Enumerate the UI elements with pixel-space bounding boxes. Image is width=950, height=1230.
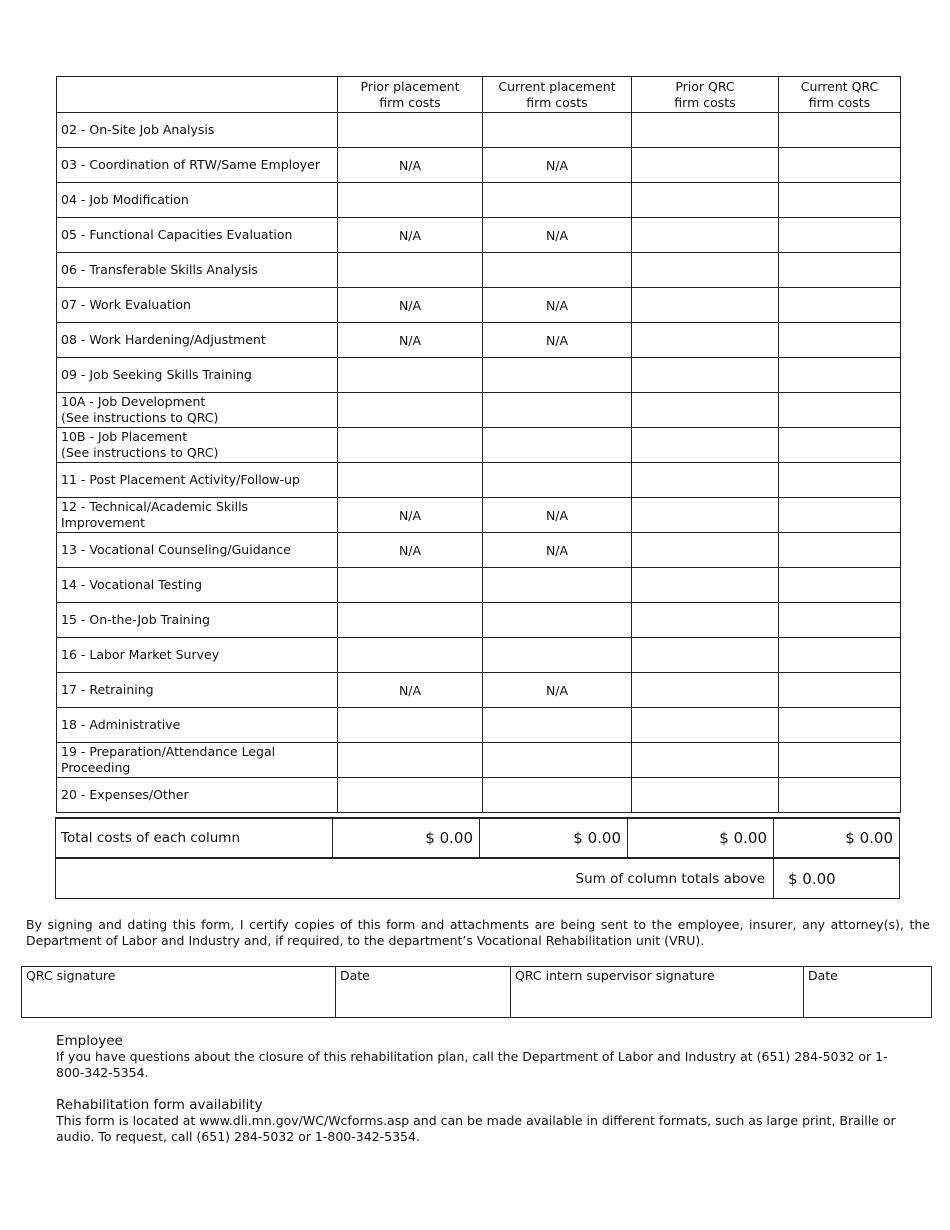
prior-placement-cell[interactable] [338, 778, 483, 813]
service-label: 12 - Technical/Academic Skills Improvement [57, 498, 338, 533]
table-row [57, 358, 901, 393]
table-row [57, 113, 901, 148]
service-label: 18 - Administrative [57, 708, 338, 743]
current-placement-cell[interactable] [483, 743, 632, 778]
total-current-placement[interactable]: $ 0.00 [480, 819, 628, 857]
prior-placement-cell[interactable] [338, 113, 483, 148]
date-label-1: Date [340, 968, 370, 983]
header-current-qrc: Current QRC firm costs [779, 77, 901, 113]
service-label: 11 - Post Placement Activity/Follow-up [57, 463, 338, 498]
current-placement-cell[interactable] [483, 183, 632, 218]
table-row [57, 673, 901, 708]
intern-supervisor-signature-field[interactable] [511, 967, 804, 1018]
table-row [57, 253, 901, 288]
service-label: 09 - Job Seeking Skills Training [57, 358, 338, 393]
service-label: 15 - On-the-Job Training [57, 603, 338, 638]
qrc-signature-field[interactable] [22, 967, 336, 1018]
service-label: 14 - Vocational Testing [57, 568, 338, 603]
signature-table [21, 966, 932, 1018]
table-row [57, 183, 901, 218]
header-current-placement: Current placement firm costs [483, 77, 632, 113]
table-row [57, 463, 901, 498]
current-placement-cell[interactable]: N/A [483, 288, 632, 323]
current-placement-cell[interactable] [483, 638, 632, 673]
current-qrc-cell[interactable] [779, 183, 901, 218]
prior-placement-cell[interactable]: N/A [338, 148, 483, 183]
current-qrc-cell[interactable] [779, 673, 901, 708]
availability-section [56, 1097, 906, 1145]
employee-heading: Employee [56, 1033, 123, 1049]
current-placement-cell[interactable]: N/A [483, 148, 632, 183]
header-prior-qrc: Prior QRC firm costs [632, 77, 779, 113]
service-label: 02 - On-Site Job Analysis [57, 113, 338, 148]
current-placement-cell[interactable] [483, 113, 632, 148]
current-placement-cell[interactable] [483, 603, 632, 638]
current-qrc-cell[interactable] [779, 463, 901, 498]
prior-qrc-cell[interactable] [632, 673, 779, 708]
service-label: 06 - Transferable Skills Analysis [57, 253, 338, 288]
table-row [57, 323, 901, 358]
current-placement-cell[interactable]: N/A [483, 323, 632, 358]
date-field-1[interactable] [336, 967, 511, 1018]
availability-text: This form is located at www.dli.mn.gov/WC/Wcforms.asp and can be made available in different formats, such as large print, Braille or audio. To request, call (651) 284-5032 or 1-800-342-5354. [56, 1113, 896, 1144]
totals-label: Total costs of each column [56, 819, 333, 857]
prior-placement-cell[interactable]: N/A [338, 323, 483, 358]
service-label: 05 - Functional Capacities Evaluation [57, 218, 338, 253]
prior-qrc-cell[interactable] [632, 533, 779, 568]
table-row [57, 288, 901, 323]
service-label: 10A - Job Development (See instructions to QRC) [57, 393, 338, 428]
prior-placement-cell[interactable] [338, 393, 483, 428]
current-qrc-cell[interactable] [779, 533, 901, 568]
table-row [57, 568, 901, 603]
prior-qrc-cell[interactable] [632, 743, 779, 778]
current-qrc-cell[interactable] [779, 778, 901, 813]
employee-text: If you have questions about the closure of this rehabilitation plan, call the Department of Labor and Industry at (651) 284-5032 or 1-800-342-5354. [56, 1049, 888, 1080]
current-placement-cell[interactable] [483, 393, 632, 428]
prior-qrc-cell[interactable] [632, 323, 779, 358]
service-label: 16 - Labor Market Survey [57, 638, 338, 673]
prior-qrc-cell[interactable] [632, 463, 779, 498]
prior-placement-cell[interactable] [338, 358, 483, 393]
prior-placement-cell[interactable]: N/A [338, 673, 483, 708]
service-label: 04 - Job Modification [57, 183, 338, 218]
prior-placement-cell[interactable]: N/A [338, 218, 483, 253]
prior-placement-cell[interactable]: N/A [338, 498, 483, 533]
prior-placement-cell[interactable] [338, 568, 483, 603]
prior-qrc-cell[interactable] [632, 113, 779, 148]
table-row [57, 148, 901, 183]
prior-qrc-cell[interactable] [632, 603, 779, 638]
current-placement-cell[interactable] [483, 778, 632, 813]
current-placement-cell[interactable] [483, 568, 632, 603]
intern-supervisor-signature-label: QRC intern supervisor signature [515, 968, 715, 983]
prior-qrc-cell[interactable] [632, 498, 779, 533]
total-prior-qrc[interactable]: $ 0.00 [628, 819, 774, 857]
current-placement-cell[interactable] [483, 463, 632, 498]
cost-table [56, 76, 901, 813]
current-placement-cell[interactable] [483, 358, 632, 393]
table-row [57, 603, 901, 638]
current-qrc-cell[interactable] [779, 568, 901, 603]
service-label: 17 - Retraining [57, 673, 338, 708]
table-row [57, 498, 901, 533]
prior-qrc-cell[interactable] [632, 358, 779, 393]
service-label: 03 - Coordination of RTW/Same Employer [57, 148, 338, 183]
current-qrc-cell[interactable] [779, 323, 901, 358]
prior-qrc-cell[interactable] [632, 218, 779, 253]
sum-label: Sum of column totals above [56, 859, 774, 898]
current-qrc-cell[interactable] [779, 603, 901, 638]
prior-qrc-cell[interactable] [632, 778, 779, 813]
table-row [57, 533, 901, 568]
service-label: 07 - Work Evaluation [57, 288, 338, 323]
current-qrc-cell[interactable] [779, 358, 901, 393]
total-prior-placement[interactable]: $ 0.00 [333, 819, 480, 857]
current-placement-cell[interactable] [483, 428, 632, 463]
prior-qrc-cell[interactable] [632, 393, 779, 428]
availability-heading: Rehabilitation form availability [56, 1097, 263, 1113]
service-label: 10B - Job Placement (See instructions to QRC) [57, 428, 338, 463]
current-qrc-cell[interactable] [779, 498, 901, 533]
prior-placement-cell[interactable] [338, 463, 483, 498]
cost-table-header-row [57, 77, 901, 113]
employee-section [56, 1033, 906, 1081]
prior-placement-cell[interactable] [338, 638, 483, 673]
service-label: 19 - Preparation/Attendance Legal Proceeding [57, 743, 338, 778]
prior-placement-cell[interactable] [338, 743, 483, 778]
current-placement-cell[interactable] [483, 253, 632, 288]
certification-text: By signing and dating this form, I certify copies of this form and attachments are being sent to the employee, insurer, any attorney(s), the Department of Labor and Industry and, if required, to the department’s Vocational Rehabilitation unit (VRU). [26, 917, 930, 948]
current-qrc-cell[interactable] [779, 288, 901, 323]
prior-qrc-cell[interactable] [632, 288, 779, 323]
prior-qrc-cell[interactable] [632, 253, 779, 288]
current-placement-cell[interactable] [483, 708, 632, 743]
current-qrc-cell[interactable] [779, 708, 901, 743]
table-row [57, 638, 901, 673]
prior-qrc-cell[interactable] [632, 148, 779, 183]
current-qrc-cell[interactable] [779, 393, 901, 428]
prior-placement-cell[interactable] [338, 253, 483, 288]
table-row [57, 218, 901, 253]
prior-qrc-cell[interactable] [632, 568, 779, 603]
service-label: 08 - Work Hardening/Adjustment [57, 323, 338, 358]
prior-placement-cell[interactable] [338, 183, 483, 218]
totals-row [55, 817, 900, 859]
current-qrc-cell[interactable] [779, 218, 901, 253]
date-label-2: Date [808, 968, 838, 983]
total-current-qrc[interactable]: $ 0.00 [845, 829, 893, 847]
current-qrc-cell[interactable] [779, 743, 901, 778]
table-row [57, 428, 901, 463]
table-row [57, 393, 901, 428]
sum-row [55, 859, 900, 899]
current-qrc-cell[interactable] [779, 428, 901, 463]
prior-placement-cell[interactable]: N/A [338, 533, 483, 568]
qrc-signature-label: QRC signature [26, 968, 116, 983]
current-placement-cell[interactable]: N/A [483, 218, 632, 253]
table-row [57, 708, 901, 743]
current-qrc-cell[interactable] [779, 148, 901, 183]
table-row [57, 778, 901, 813]
prior-qrc-cell[interactable] [632, 183, 779, 218]
current-qrc-cell[interactable] [779, 638, 901, 673]
current-placement-cell[interactable]: N/A [483, 498, 632, 533]
current-qrc-cell[interactable] [779, 113, 901, 148]
header-prior-placement: Prior placement firm costs [338, 77, 483, 113]
prior-qrc-cell[interactable] [632, 708, 779, 743]
current-placement-cell[interactable]: N/A [483, 673, 632, 708]
table-row [57, 743, 901, 778]
header-blank [57, 77, 338, 113]
service-label: 13 - Vocational Counseling/Guidance [57, 533, 338, 568]
prior-placement-cell[interactable]: N/A [338, 288, 483, 323]
service-label: 20 - Expenses/Other [57, 778, 338, 813]
current-qrc-cell[interactable] [779, 253, 901, 288]
prior-qrc-cell[interactable] [632, 638, 779, 673]
prior-placement-cell[interactable] [338, 708, 483, 743]
prior-placement-cell[interactable] [338, 603, 483, 638]
prior-placement-cell[interactable] [338, 428, 483, 463]
prior-qrc-cell[interactable] [632, 428, 779, 463]
sum-value[interactable]: $ 0.00 [788, 869, 836, 888]
date-field-2[interactable] [804, 967, 932, 1018]
current-placement-cell[interactable]: N/A [483, 533, 632, 568]
